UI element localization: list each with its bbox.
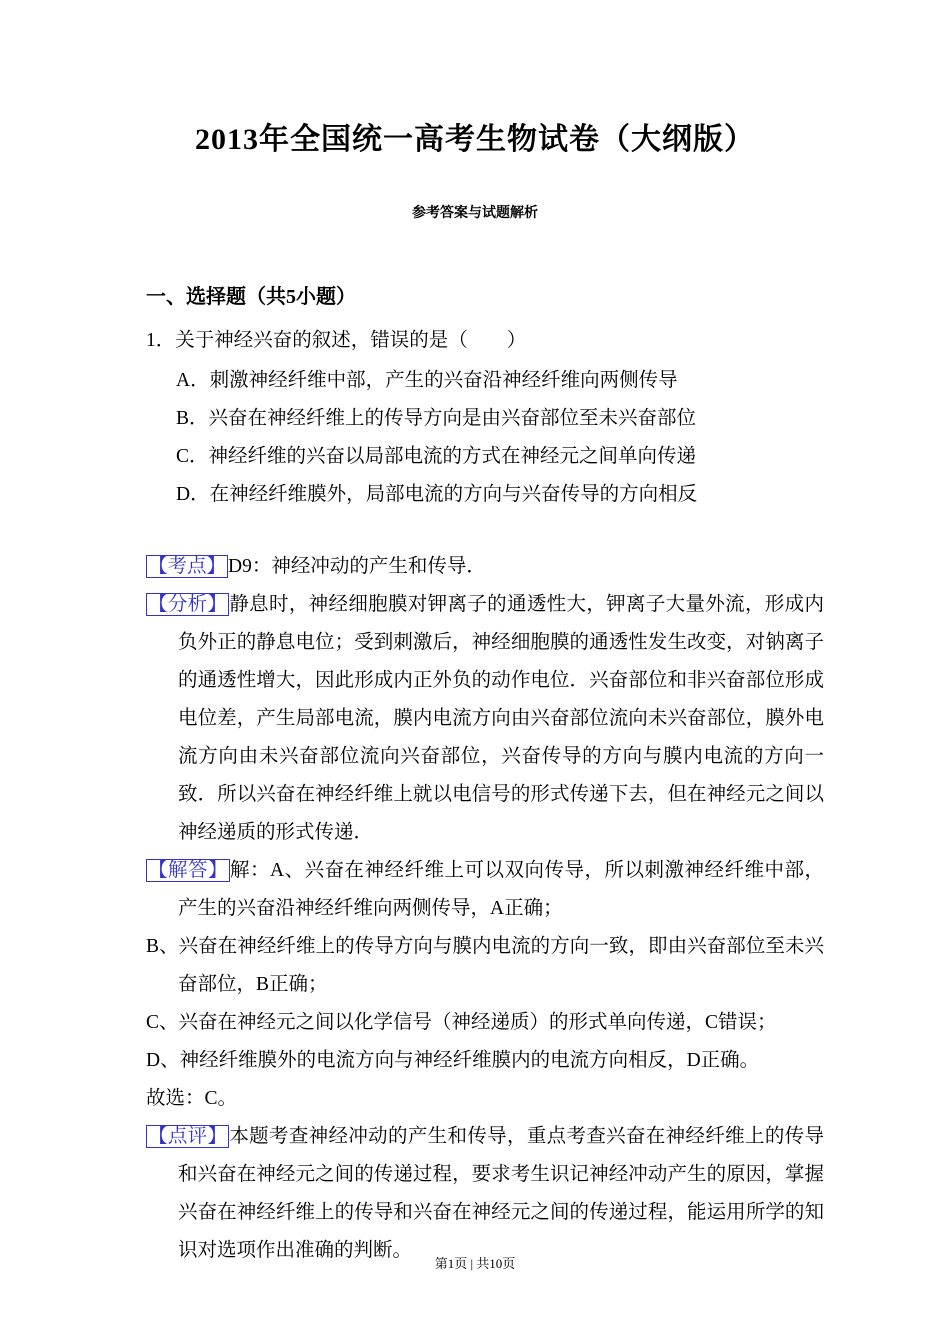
dianping-block (146, 1118, 824, 1270)
dianping-text: 本题考查神经冲动的产生和传导，重点考查兴奋在神经纤维上的传导和兴奋在神经元之间的传递过程，要求考生识记神经冲动产生的原因，掌握兴奋在神经纤维上的传导和兴奋在神经元之间的传递过程，能运用所学的知识对选项作出准确的判断。 (178, 1126, 824, 1261)
question-stem: 1．关于神经兴奋的叙述，错误的是（ ） (146, 330, 527, 351)
page-title: 2013年全国统一高考生物试卷（大纲版） (195, 123, 755, 156)
page-subtitle: 参考答案与试题解析 (412, 206, 538, 221)
option-d: D．在神经纤维膜外，局部电流的方向与兴奋传导的方向相反 (176, 484, 698, 505)
question-options (146, 362, 824, 514)
jieda-paragraph-b: B、兴奋在神经纤维上的传导方向与膜内电流的方向一致，即由兴奋部位至未兴奋部位，B正确； (146, 936, 824, 995)
option-c: C．神经纤维的兴奋以局部电流的方式在神经元之间单向传递 (176, 446, 697, 467)
fenxi-block (146, 586, 824, 852)
kaodian-block (146, 548, 824, 586)
option-b: B．兴奋在神经纤维上的传导方向是由兴奋部位至未兴奋部位 (176, 408, 697, 429)
jieda-conclusion: 故选：C。 (146, 1088, 238, 1109)
jieda-label: 【解答】 (148, 860, 228, 881)
jieda-block (146, 852, 824, 928)
content-area (146, 278, 824, 1270)
jieda-text-first: 解：A、兴奋在神经纤维上可以双向传导，所以刺激神经纤维中部，产生的兴奋沿神经纤维向两侧传导，A正确； (178, 860, 824, 919)
jieda-paragraph-d: D、神经纤维膜外的电流方向与神经纤维膜内的电流方向相反，D正确。 (146, 1050, 760, 1071)
analysis-section (146, 548, 824, 1270)
page-footer: 第1页 | 共10页 (434, 1256, 516, 1271)
kaodian-label: 【考点】 (148, 556, 227, 577)
jieda-paragraph-c: C、兴奋在神经元之间以化学信号（神经递质）的形式单向传递，C错误； (146, 1012, 777, 1033)
section-header: 一、选择题（共5小题） (146, 286, 356, 308)
dianping-label: 【点评】 (148, 1126, 228, 1147)
fenxi-label: 【分析】 (148, 594, 228, 615)
option-a: A．刺激神经纤维中部，产生的兴奋沿神经纤维向两侧传导 (176, 370, 678, 391)
fenxi-text: 静息时，神经细胞膜对钾离子的通透性大，钾离子大量外流，形成内负外正的静息电位；受到刺激后，神经细胞膜的通透性发生改变，对钠离子的通透性增大，因此形成内正外负的动作电位．兴奋部位和非兴奋部位形成电位差，产生局部电流，膜内电流方向由兴奋部位流向未兴奋部位，膜外电流方向由未兴奋部位流向兴奋部位，兴奋传导的方向与膜内电流的方向一致．所以兴奋在神经纤维上就以电信号的形式传递下去，但在神经元之间以神经递质的形式传递． (178, 594, 824, 843)
kaodian-text: D9：神经冲动的产生和传导． (228, 556, 486, 577)
